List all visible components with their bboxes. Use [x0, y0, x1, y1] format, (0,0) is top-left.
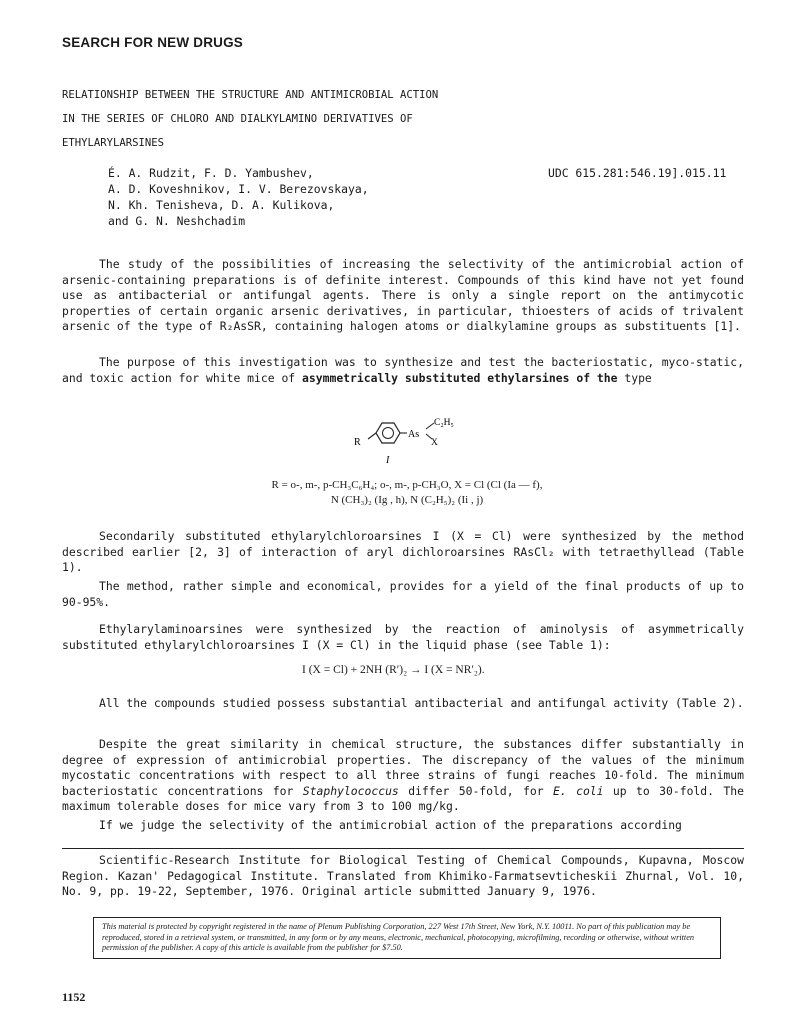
substituent-formula-line-2: N (CH₃)₂ (Ig , h), N (C₂H₅)₂ (Ii , j)	[330, 494, 484, 506]
paragraph-4	[62, 579, 744, 610]
paragraph-3-text: Secondarily substituted ethylarylchloroarsines I (X = Cl) were synthesized by the method described earlier [2, 3] of interaction of aryl dichloroarsines RAsCl₂ with tetraethyllead (Table 1).	[62, 529, 744, 575]
article-title-line-3: ETHYLARYLARSINES	[62, 137, 165, 149]
paragraph-8	[62, 818, 744, 834]
staphylococcus-term: Staphylococcus	[302, 783, 399, 798]
copyright-notice: This material is protected by copyright registered in the name of Plenum Publishing Corporation, 227 West 17th Street, New York, N.Y. 10011. No part of this publication may be reproduced, stored in a retrieval system, or transmitted, in any form or by any means, electronic, mechanical, photocopying, microfilming, recording or otherwise, without written permission of the publisher. A copy of this article is available from the publisher for $7.50.	[93, 917, 721, 959]
paragraph-1	[62, 257, 744, 335]
substituent-formula	[242, 478, 572, 508]
affiliation-text: Scientific-Research Institute for Biological Testing of Chemical Compounds, Kupavna, Moscow Region. Kazan' Pedagogical Institute. Translated from Khimiko-Farmatsevticheskii Zhurnal, Vol. 10, No. 9, pp. 19-22, September, 1976. Original article submitted January 9, 1976.	[62, 853, 744, 899]
paragraph-2-text-b: asymmetrically substituted ethylarsines of the	[302, 370, 618, 385]
article-title-line-2: IN THE SERIES OF CHLORO AND DIALKYLAMINO DERIVATIVES OF	[62, 113, 413, 125]
paragraph-6	[62, 696, 744, 712]
footnote-divider	[62, 848, 744, 849]
paragraph-5	[62, 622, 744, 653]
paragraph-5-text: Ethylarylaminoarsines were synthesized by the reaction of aminolysis of asymmetrically substituted ethylarylchloroarsines I (X = Cl) in the liquid phase (see Table 1):	[62, 622, 744, 652]
ethyl-bond	[426, 423, 434, 429]
paragraph-7-text-b: differ 50-fold, for	[398, 783, 553, 798]
paragraph-3	[62, 529, 744, 576]
paragraph-7-text-c: up to 30-fold. The maximum tolerable doses for mice vary from 3 to 100 mg/kg.	[62, 783, 744, 814]
paragraph-1-text: The study of the possibilities of increasing the selectivity of the antimicrobial action of arsenic-containing preparations is of definite interest. Compounds of this kind have not yet found use as antibacterial or antifungal agents. There is only a single report on the antimycotic properties of certain organic arsenic derivatives, in particular, thioesters of acids of trivalent arsenic of the type of R₂AsSR, containing halogen atoms or dialkylamine groups as substituents [1].	[62, 257, 744, 334]
author-line-1: É. A. Rudzit, F. D. Yambushev,	[108, 166, 314, 180]
paragraph-7-text-a: Despite the great similarity in chemical structure, the substances differ substantially in degree of expression of antimicrobial properties. The discrepancy of the values of the minimum mycostatic concentrations with respect to all three strains of fungi reaches 10-fold. The minimum bacteriostatic concentrations for	[62, 737, 744, 798]
paragraph-2-text-c: type	[624, 370, 652, 385]
ecoli-term: E. coli	[552, 783, 604, 798]
compound-label: I	[386, 455, 390, 466]
as-label: As	[408, 429, 420, 440]
affiliation-footnote	[62, 853, 744, 900]
paragraph-2	[62, 355, 744, 386]
author-line-4: and G. N. Neshchadim	[108, 214, 246, 228]
paragraph-2-text-a: The purpose of this investigation was to synthesize and test the bacteriostatic, myco-static, and toxic action for white mice of	[62, 355, 744, 385]
section-heading: SEARCH FOR NEW DRUGS	[62, 35, 244, 50]
page-number: 1152	[62, 990, 86, 1004]
x-label: X	[431, 438, 438, 448]
paragraph-7	[62, 737, 744, 815]
author-line-3: N. Kh. Tenisheva, D. A. Kulikova,	[108, 198, 335, 212]
paragraph-4-text: The method, rather simple and economical, provides for a yield of the final products of up to 90-95%.	[62, 579, 744, 609]
paragraph-8-text: If we judge the selectivity of the antimicrobial action of the preparations according	[99, 818, 682, 832]
article-title-line-1: RELATIONSHIP BETWEEN THE STRUCTURE AND ANTIMICROBIAL ACTION	[62, 89, 439, 101]
benzene-ring	[376, 423, 400, 443]
ethyl-label: C₂H₅	[434, 418, 454, 428]
reaction-equation: I (X = Cl) + 2NH (R′)₂ → I (X = NR′₂).	[302, 664, 485, 676]
author-line-2: A. D. Koveshnikov, I. V. Berezovskaya,	[108, 182, 369, 196]
r-label: R	[354, 437, 361, 448]
paragraph-6-text: All the compounds studied possess substantial antibacterial and antifungal activity (Table 2).	[99, 696, 744, 710]
chemical-structure	[352, 415, 472, 467]
substituent-formula-line-1: R = o-, m-, p-CH₃C₆H₄; o-, m-, p-CH₃O, X = Cl (Cl (Ia — f),	[271, 479, 543, 491]
r-bond	[368, 433, 376, 439]
udc-code: UDC 615.281:546.19].015.11	[548, 166, 727, 180]
aromatic-circle	[383, 428, 394, 439]
